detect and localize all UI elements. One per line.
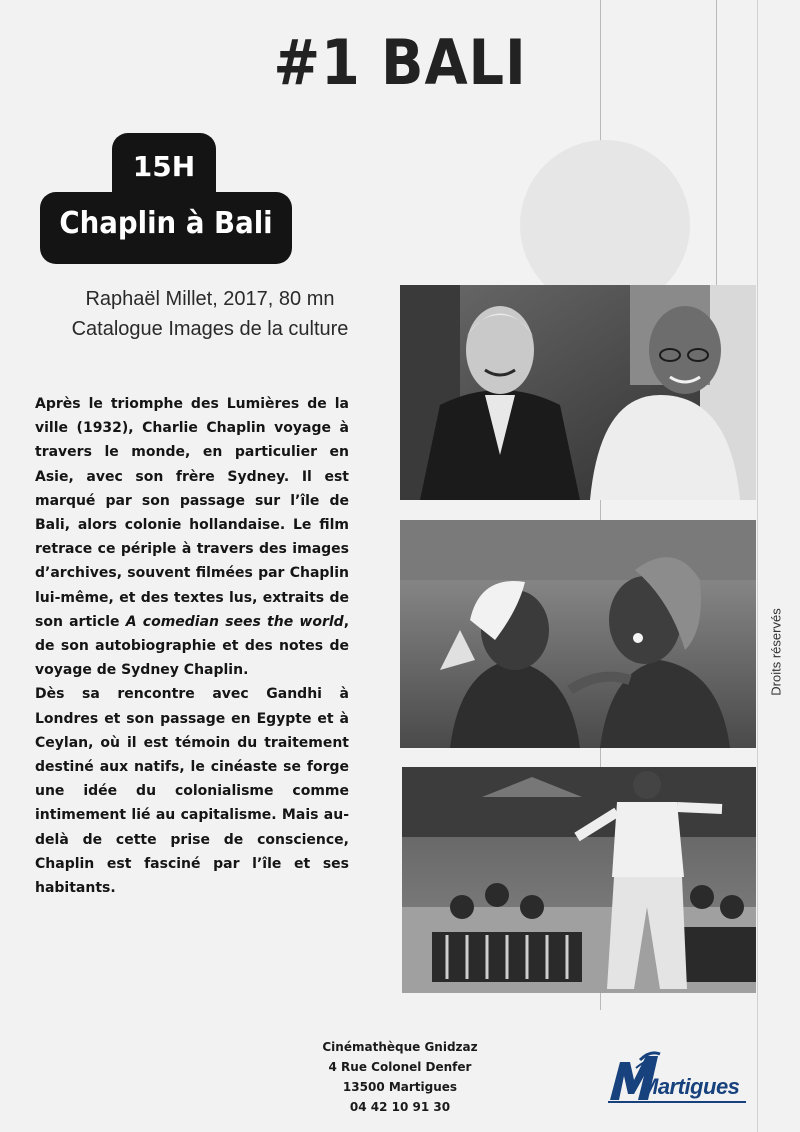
logo-text: Martigues	[640, 1074, 740, 1099]
venue-city: 13500 Martigues	[342, 1080, 458, 1094]
page-title: #1 BALI	[273, 26, 527, 99]
photo-chaplin-gandhi	[400, 285, 756, 500]
synopsis-text: Après le triomphe des Lumières de la ville (1932), Charlie Chaplin voyage à travers le monde, en particulier en Asie, avec son frère Sydney. Il est marqué par son passage sur l’île de Bali, alors colonie hollandaise. Le film retrace ce périple à travers des images d’archives, souvent filmées par Chaplin lui-même, et des textes lus, extraits de son article	[35, 396, 349, 630]
photo-credit: Droits réservés	[768, 608, 784, 696]
screening-time: 15H	[132, 150, 196, 183]
film-title: Chaplin à Bali	[59, 206, 273, 241]
synopsis-text: , de son autobiographie et des notes de voyage de Sydney Chaplin.	[35, 613, 350, 679]
film-credits-director: Raphaël Millet, 2017, 80 mn	[85, 288, 335, 310]
synopsis-paragraph-1	[35, 392, 349, 682]
film-credits-catalogue: Catalogue Images de la culture	[71, 318, 349, 340]
photo-gamelan-orchestra	[402, 767, 756, 993]
venue-name: Cinémathèque Gnidzaz	[322, 1040, 478, 1054]
venue-street: 4 Rue Colonel Denfer	[328, 1060, 472, 1074]
background-line	[757, 0, 758, 1132]
photo-balinese-dancers	[400, 520, 756, 748]
synopsis	[35, 392, 349, 900]
venue-phone: 04 42 10 91 30	[349, 1100, 451, 1114]
article-title: A comedian sees the world	[125, 613, 344, 630]
synopsis-paragraph-2: Dès sa rencontre avec Gandhi à Londres et son passage en Egypte et à Ceylan, où il est témoin du traitement destiné aux natifs, le cinéaste se forge une idée du colonialisme comme intimement lié au capitalisme. Mais au-delà de cette prise de conscience, Chaplin est fasciné par l’île et ses habitants.	[35, 686, 349, 897]
